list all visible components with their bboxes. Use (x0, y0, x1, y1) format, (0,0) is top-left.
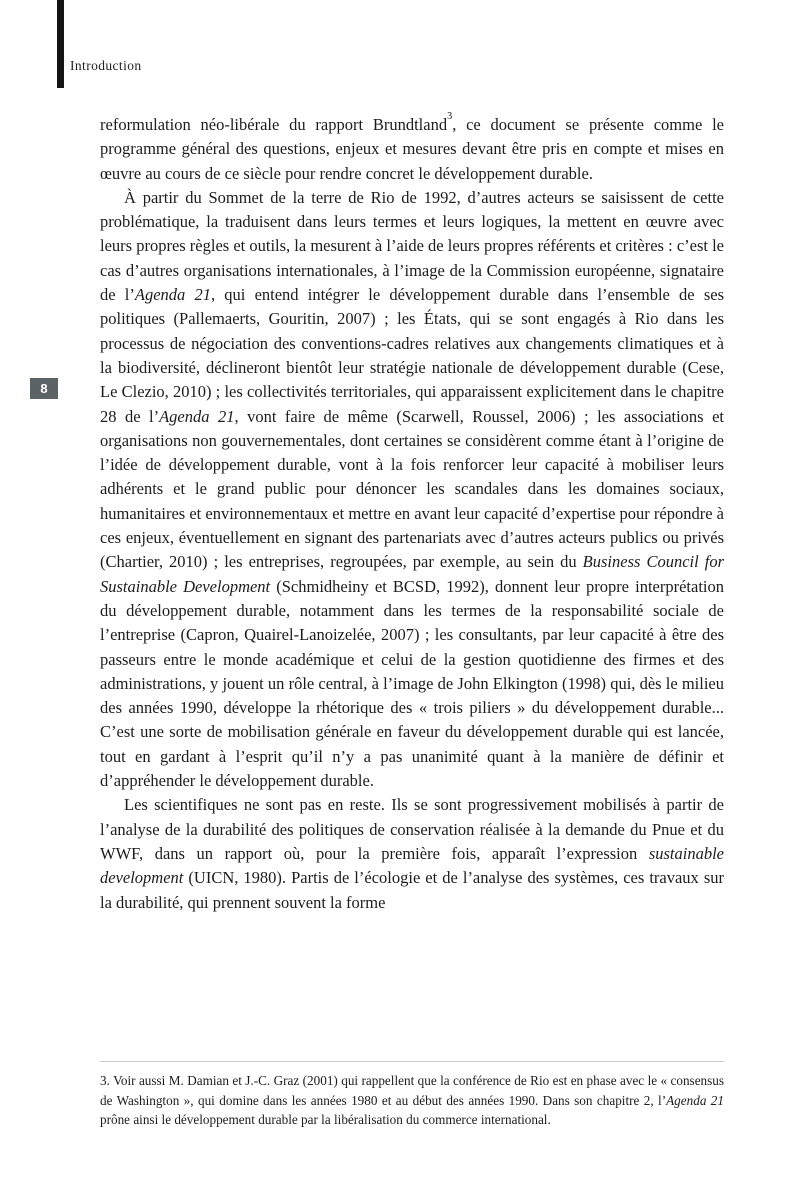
margin-rule (57, 0, 64, 88)
page-number-badge: 8 (30, 378, 58, 399)
running-header: Introduction (70, 58, 142, 73)
footnote-text: 3. Voir aussi M. Damian et J.-C. Graz (2001) qui rappellent que la conférence de Rio est en phase avec le « consensus de Washington », qui domine dans les années 1980 et au début des années 1990. Dans son chapitre 2, l’Agenda 21 prône ainsi le développement durable par la libéralisation du commerce international. (100, 1073, 724, 1128)
paragraph-2: À partir du Sommet de la terre de Rio de 1992, d’autres acteurs se saisissent de cette problématique, la traduisent dans leurs termes et leurs logiques, la mettent en œuvre avec leurs propres règles et outils, la mesurent à l’aide de leurs propres référents et critères : c’est le cas d’autres organisations internationales, à l’image de la Commission européenne, signataire de l’Agenda 21, qui entend intégrer le développement durable dans l’ensemble de ses politiques (Pallemaerts, Gouritin, 2007) ; les États, qui se sont engagés à Rio dans les processus de négociation des conventions-cadres relatives aux changements climatiques et à la biodiversité, déclineront bientôt leur stratégie nationale de développement durable (Cese, Le Clezio, 2010) ; les collectivités territoriales, qui apparaissent explicitement dans le chapitre 28 de l’Agenda 21, vont faire de même (Scarwell, Roussel, 2006) ; les associations et organisations non gouvernementales, dont certaines se considèrent comme étant à l’origine de l’idée de développement durable, vont à la fois renforcer leur capacité à mobiliser leurs adhérents et le grand public pour dénoncer les scandales dans les domaines sociaux, humanitaires et environnementaux et mettre en avant leur capacité d’expertise pour répondre à ces enjeux, éventuellement en signant des partenariats avec d’autres acteurs publics ou privés (Chartier, 2010) ; les entreprises, regroupées, par exemple, au sein du Business Council for Sustainable Development (Schmidheiny et BCSD, 1992), donnent leur propre interprétation du développement durable, notamment dans les termes de la responsabilité sociale de l’entreprise (Capron, Quairel-Lanoizelée, 2007) ; les consultants, par leur capacité à être des passeurs entre le monde académique et celui de la gestion quotidienne des firmes et des administrations, y jouent un rôle central, à l’image de John Elkington (1998) qui, dès le milieu des années 1990, développe la rhétorique des « trois piliers » du développement durable... C’est une sorte de mobilisation générale en faveur du développement durable qui est lancée, tout en gardant à l’esprit qu’il n’y a pas unanimité quant à la manière de définir et d’appréhender le développement durable. (100, 187, 724, 791)
paragraph-3: Les scientifiques ne sont pas en reste. Ils se sont progressivement mobilisés à partir de l’analyse de la durabilité des politiques de conservation réalisée à la demande du Pnue et du WWF, dans un rapport où, pour la première fois, apparaît l’expression sustainable development (UICN, 1980). Partis de l’écologie et de l’analyse des systèmes, ces travaux sur la durabilité, qui prennent souvent la forme (100, 795, 724, 912)
footnote-divider (100, 1061, 724, 1062)
footnote-area (100, 1061, 724, 1130)
body-text (100, 110, 724, 915)
paragraph-1: reformulation néo-libérale du rapport Brundtland$^3$, ce document se présente comme le programme général des questions, enjeux et mesures devant être pris en compte et mises en œuvre au cours de ce siècle pour rendre concret le développement durable. (100, 110, 724, 183)
